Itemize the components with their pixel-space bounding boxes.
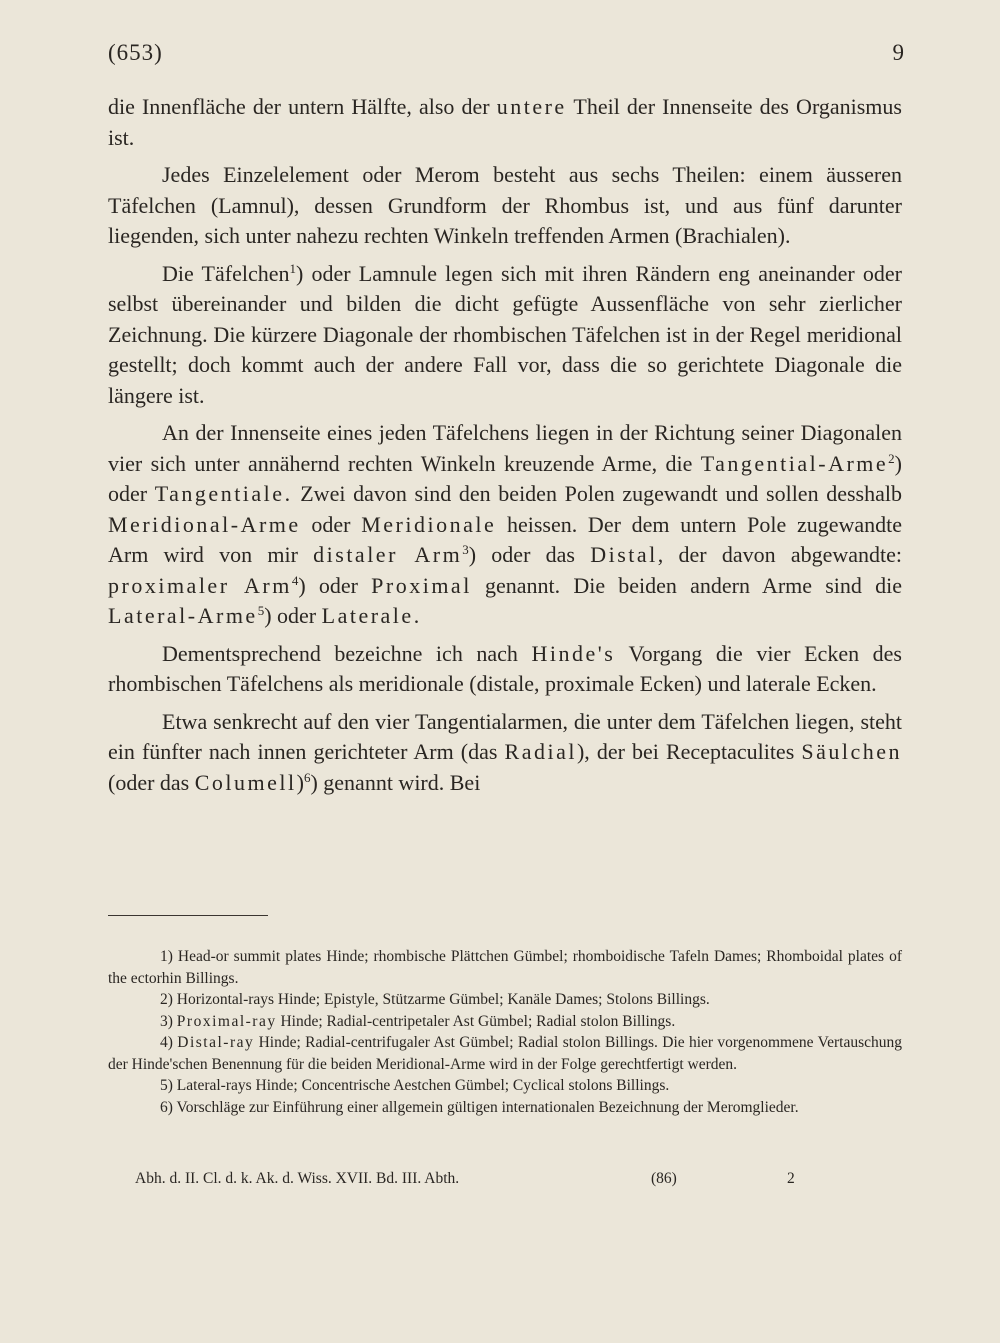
footnote-ref-6: 6: [303, 769, 311, 785]
paragraph-3: Die Täfelchen$^1$) oder Lamnule legen sich mit ihren Rändern eng aneinander oder selbst übereinander und bilden die dicht gefügte Aussenfläche von sehr zierlicher Zeichnung. Die kürzere Diagonale der rhombischen Täfelchen ist in der Regel meridional gestellt; doch kommt auch der andere Fall vor, dass die so gerichtete Diagonale die längere ist.: [108, 260, 902, 408]
emphasis: Tangential-Arme: [700, 450, 889, 476]
paragraph-6: Etwa senkrecht auf den vier Tangentialarmen, die unter dem Täfelchen liegen, steht ein fünfter nach innen gerichteter Arm (das Radial), der bei Receptaculites Säulchen (oder das Columell)$^6$) genannt wird. Bei: [108, 708, 902, 795]
footnote-6: 6) Vorschläge zur Einführung einer allgemein gültigen internationalen Bezeichnung der Meromglieder.: [160, 1098, 799, 1116]
page-number: 9: [892, 40, 904, 65]
paragraph-1: die Innenfläche der untern Hälfte, also der untere Theil der Innenseite des Organismus ist.: [108, 94, 902, 150]
printer-signature: 2: [787, 1170, 795, 1187]
emphasis: Laterale: [321, 603, 414, 628]
page-reference: (653): [108, 40, 163, 65]
emphasis: distaler Arm: [313, 542, 463, 567]
page-footer: [135, 1170, 815, 1192]
body-text: [108, 92, 902, 805]
emphasis: Columell: [194, 769, 297, 795]
paragraph-5: Dementsprechend bezeichne ich nach Hinde's Vorgang die vier Ecken des rhombischen Täfelchens als meridionale (distale, proximale Ecken) und laterale Ecken.: [108, 640, 902, 696]
footnote-5: 5) Lateral-rays Hinde; Concentrische Aestchen Gümbel; Cyclical stolons Billings.: [160, 1077, 670, 1094]
footnote-ref-3: 3: [462, 542, 469, 557]
emphasis: Meridional-Arme: [108, 511, 301, 537]
paragraph-2: Jedes Einzelelement oder Merom besteht aus sechs Theilen: einem äusseren Täfelchen (Lamnul), dessen Grundform der Rhombus ist, und aus fünf darunter liegenden, sich unter nahezu rechten Winkeln treffenden Armen (Brachialen).: [108, 162, 902, 248]
volume-page-number: (86): [651, 1170, 677, 1187]
emphasis: Säulchen: [801, 739, 902, 764]
emphasis: Tangentiale.: [154, 481, 293, 506]
emphasis: Lateral-Arme: [108, 603, 258, 628]
emphasis: Proximal: [371, 572, 472, 598]
emphasis: untere: [496, 94, 567, 119]
footnote-ref-1: 1: [289, 260, 296, 276]
footnote-ref-4: 4: [291, 572, 299, 588]
running-header: [108, 40, 904, 74]
emphasis: proximaler Arm: [108, 572, 292, 598]
footnote-ref-5: 5: [257, 603, 265, 618]
emphasis: Hinde's: [531, 640, 616, 666]
footnote-divider: [108, 915, 268, 916]
footnote-2: 2) Horizontal-rays Hinde; Epistyle, Stützarme Gümbel; Kanäle Dames; Stolons Billings.: [160, 991, 710, 1008]
publication-reference: Abh. d. II. Cl. d. k. Ak. d. Wiss. XVII. Bd. III. Abth.: [135, 1170, 460, 1187]
emphasis: Distal: [590, 542, 658, 567]
footnote-4: 4) Distal-ray Hinde; Radial-centrifugaler Ast Gümbel; Radial stolon Billings. Die hier vorgenommene Vertauschung der Hinde'schen Benennung für die beiden Meridional-Arme wird in der Folge gerechtfertigt werden.: [108, 1034, 902, 1073]
paragraph-4: An der Innenseite eines jeden Täfelchens liegen in der Richtung seiner Diagonalen vier sich unter annähernd rechten Winkeln kreuzende Arme, die Tangential-Arme$^2$) oder Tangentiale. Zwei davon sind den beiden Polen zugewandt und sollen desshalb Meridional-Arme oder Meridionale heissen. Der dem untern Pole zugewandte Arm wird von mir distaler Arm$^3$) oder das Distal, der davon abgewandte: proximaler Arm$^4$) oder Proximal genannt. Die beiden andern Arme sind die Lateral-Arme$^5$) oder Laterale.: [108, 420, 903, 628]
footnotes: [108, 946, 902, 1118]
emphasis: Radial: [504, 739, 577, 764]
emphasis: Meridionale: [361, 511, 497, 537]
footnote-1: 1) Head-or summit plates Hinde; rhombische Plättchen Gümbel; rhomboidische Tafeln Dames; Rhomboidal plates of the ectorhin Billings.: [108, 948, 902, 987]
footnote-3: 3) Proximal-ray Hinde; Radial-centripetaler Ast Gümbel; Radial stolon Billings.: [160, 1012, 676, 1030]
footnote-ref-2: 2: [888, 450, 895, 466]
